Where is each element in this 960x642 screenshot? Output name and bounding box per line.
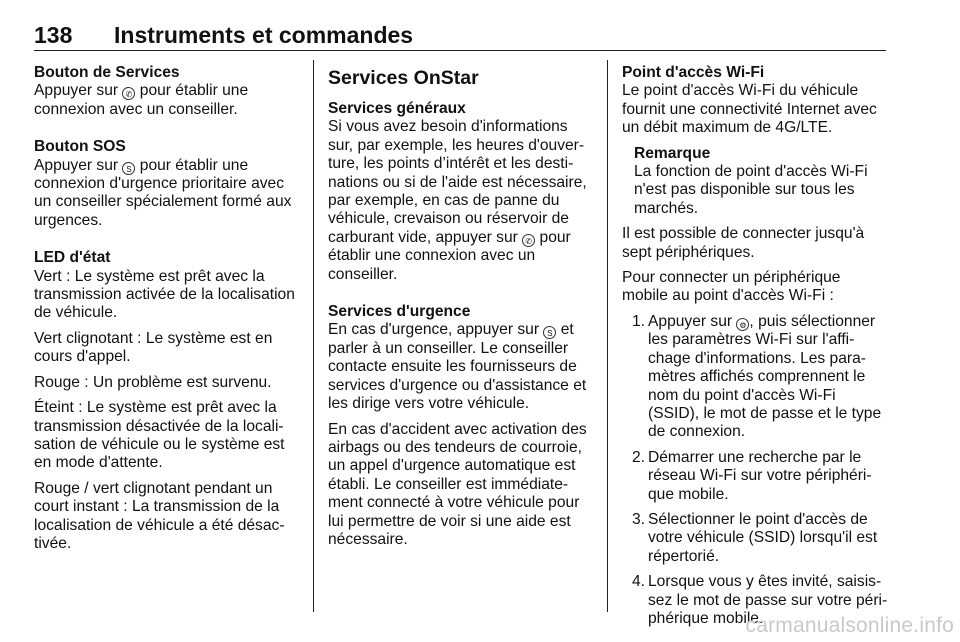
led-text-line: de véhicule. xyxy=(34,304,118,322)
general-services-heading: Services généraux xyxy=(328,100,466,117)
wifi-text-line: Pour connecter un périphérique xyxy=(622,269,841,287)
header-divider xyxy=(34,50,886,51)
general-text-line: véhicule, crevaison ou réservoir de xyxy=(328,210,569,228)
emergency-text-line: les dirige vers votre véhicule. xyxy=(328,395,530,413)
wifi-text-line: mobile au point d'accès Wi-Fi : xyxy=(622,287,834,305)
general-text-line: établir une connexion avec un xyxy=(328,247,536,265)
settings-icon: ⚙ xyxy=(736,318,749,331)
sos-button-text-line: urgences. xyxy=(34,211,103,229)
status-led-heading: LED d'état xyxy=(34,249,111,267)
led-text-line: tivée. xyxy=(34,534,72,552)
sos-icon: S xyxy=(543,326,556,339)
sos-button-text-line: Appuyer sur S pour établir une xyxy=(34,156,249,174)
column-left xyxy=(34,64,302,553)
page-number: 138 xyxy=(34,22,73,48)
led-text-line: sation de véhicule ou le système est xyxy=(34,435,285,453)
note-heading: Remarque xyxy=(634,144,711,162)
wifi-heading: Point d'accès Wi-Fi xyxy=(622,64,765,81)
column-right xyxy=(622,64,888,628)
section-title: Services OnStar xyxy=(328,67,479,89)
wifi-text-line: un débit maximum de 4G/LTE. xyxy=(622,119,833,137)
led-text-line: en mode d'attente. xyxy=(34,454,163,472)
general-text-line: ture, les points d’intérêt et les desti- xyxy=(328,155,574,173)
led-text-line: cours d'appel. xyxy=(34,348,131,366)
onstar-services-icon: ✆ xyxy=(122,87,135,100)
sos-button-text-line: connexion d'urgence prioritaire avec xyxy=(34,175,285,193)
led-text-line: localisation de véhicule a été désac- xyxy=(34,516,285,534)
emergency-services-heading: Services d'urgence xyxy=(328,303,471,321)
general-text-line: par exemple, en cas de panne du xyxy=(328,192,560,210)
emergency-text-line: lui permettre de voir si une aide est xyxy=(328,512,571,530)
emergency-text-line: contacte ensuite les fournisseurs de xyxy=(328,358,577,376)
note-box xyxy=(622,145,888,219)
sos-icon: S xyxy=(122,162,135,175)
led-text-line: Rouge : Un problème est survenu. xyxy=(34,373,272,391)
page-title: Instruments et commandes xyxy=(114,22,414,48)
wifi-text-line: sept périphériques. xyxy=(622,243,755,261)
list-item: 4. Lorsque vous y êtes invité, saisis- sez le mot de passe sur votre péri- phérique mobile. xyxy=(632,573,888,627)
emergency-text-line: nécessaire. xyxy=(328,530,408,548)
emergency-text-line: parler à un conseiller. Le conseiller xyxy=(328,339,569,357)
wifi-text-line: fournit une connectivité Internet avec xyxy=(622,100,877,118)
list-item: 3. Sélectionner le point d'accès de votre véhicule (SSID) lorsqu'il est répertorié. xyxy=(632,510,878,565)
led-text-line: Vert clignotant : Le système est en xyxy=(34,329,273,347)
column-divider-1 xyxy=(313,60,314,612)
services-button-text-line: connexion avec un conseiller. xyxy=(34,100,238,118)
list-item: 2. Démarrer une recherche par le réseau Wi-Fi sur votre périphéri- que mobile. xyxy=(632,448,872,503)
general-text-line: sur, par exemple, les heures d'ouver- xyxy=(328,136,585,154)
emergency-text-line: un appel d'urgence automatique est xyxy=(328,457,576,475)
emergency-text-line: En cas d'accident avec activation des xyxy=(328,420,587,438)
emergency-text-line: En cas d'urgence, appuyer sur S et xyxy=(328,321,574,339)
emergency-text-line: ment connecté à votre véhicule pour xyxy=(328,494,580,512)
led-text-line: transmission activée de la localisation xyxy=(34,286,295,304)
wifi-text-line: Il est possible de connecter jusqu'à xyxy=(622,225,865,243)
note-text-line: La fonction de point d'accès Wi-Fi xyxy=(634,163,868,181)
services-button-heading: Bouton de Services xyxy=(34,64,180,81)
emergency-text-line: établi. Le conseiller est immédiate- xyxy=(328,475,569,493)
general-text-line: nations ou si de l'aide est nécessaire, xyxy=(328,173,587,191)
note-text-line: marchés. xyxy=(634,199,699,217)
led-text-line: Rouge / vert clignotant pendant un xyxy=(34,479,273,497)
general-text-line: conseiller. xyxy=(328,265,398,283)
wifi-text-line: Le point d'accès Wi-Fi du véhicule xyxy=(622,82,859,100)
led-text-line: Vert : Le système est prêt avec la xyxy=(34,267,265,285)
sos-button-heading: Bouton SOS xyxy=(34,138,126,156)
general-text-line: carburant vide, appuyer sur ✆ pour xyxy=(328,228,571,246)
general-text-line: Si vous avez besoin d'informations xyxy=(328,118,568,136)
emergency-text-line: airbags ou des tendeurs de courroie, xyxy=(328,438,582,456)
watermark: carmanualsonline.info xyxy=(745,614,954,637)
sos-button-text-line: un conseiller spécialement formé aux xyxy=(34,193,292,211)
services-button-text-line: Appuyer sur ✆ pour établir une xyxy=(34,82,249,100)
led-text-line: transmission désactivée de la locali- xyxy=(34,417,284,435)
column-middle xyxy=(328,64,594,549)
led-text-line: Éteint : Le système est prêt avec la xyxy=(34,399,277,417)
led-text-line: court instant : La transmission de la xyxy=(34,498,280,516)
onstar-services-icon: ✆ xyxy=(522,234,535,247)
note-text-line: n'est pas disponible sur tous les xyxy=(634,181,855,199)
list-item: 1. Appuyer sur ⚙ , puis sélectionner les paramètres Wi-Fi sur l'affi- chage d'informations. Les para- mètres affichés comprennent le nom du point d'accès Wi-Fi (SSID), le mot de passe et le type de connexion. xyxy=(632,312,882,441)
column-divider-2 xyxy=(607,60,608,612)
page-header xyxy=(34,22,886,50)
emergency-text-line: services d'urgence ou d'assistance et xyxy=(328,376,587,394)
